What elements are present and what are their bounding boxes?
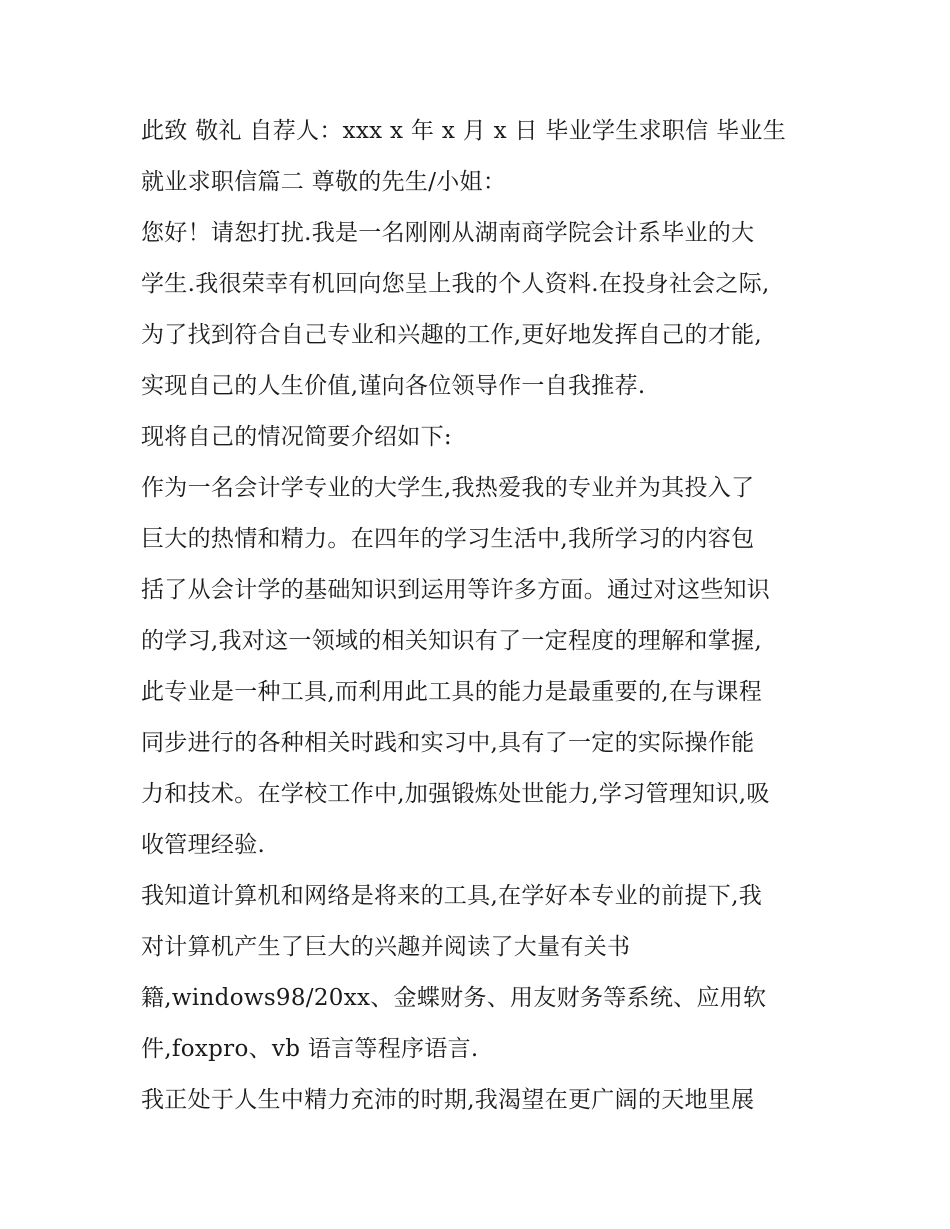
text-line: 现将自己的情况简要介绍如下: — [141, 424, 452, 450]
text-line: 收管理经验. — [141, 832, 266, 858]
letter-body — [141, 108, 831, 1128]
text-line: 件,foxpro、vb 语言等程序语言. — [141, 1036, 479, 1062]
text-line: 同步进行的各种相关时践和实习中,具有了一定的实际操作能 — [141, 730, 755, 756]
text-line: 此专业是一种工具,而利用此工具的能力是最重要的,在与课程 — [141, 679, 763, 705]
text-line: 实现自己的人生价值,谨向各位领导作一自我推荐. — [141, 373, 646, 399]
text-line: 作为一名会计学专业的大学生,我热爱我的专业并为其投入了 — [141, 475, 755, 501]
text-line: 就业求职信篇二 尊敬的先生/小姐： — [141, 169, 507, 195]
text-line: 对计算机产生了巨大的兴趣并阅读了大量有关书 — [141, 934, 631, 960]
text-line: 我知道计算机和网络是将来的工具,在学好本专业的前提下,我 — [141, 883, 763, 909]
text-line: 力和技术。在学校工作中,加强锻炼处世能力,学习管理知识,吸 — [141, 781, 770, 807]
text-line: 巨大的热情和精力。在四年的学习生活中,我所学习的内容包 — [141, 526, 755, 552]
text-line: 此致 敬礼 自荐人：xxx x 年 x 月 x 日 毕业学生求职信 毕业生 — [141, 118, 787, 144]
text-line: 我正处于人生中精力充沛的时期,我渴望在更广阔的天地里展 — [141, 1087, 755, 1113]
text-line: 为了找到符合自己专业和兴趣的工作,更好地发挥自己的才能, — [141, 322, 763, 348]
text-line: 您好！请恕打扰.我是一名刚刚从湖南商学院会计系毕业的大 — [141, 220, 755, 246]
text-line: 的学习,我对这一领域的相关知识有了一定程度的理解和掌握, — [141, 628, 763, 654]
text-line: 学生.我很荣幸有机回向您呈上我的个人资料.在投身社会之际, — [141, 271, 770, 297]
text-line: 籍,windows98/20xx、金蝶财务、用友财务等系统、应用软 — [141, 985, 767, 1011]
text-line: 括了从会计学的基础知识到运用等许多方面。通过对这些知识 — [141, 577, 771, 603]
